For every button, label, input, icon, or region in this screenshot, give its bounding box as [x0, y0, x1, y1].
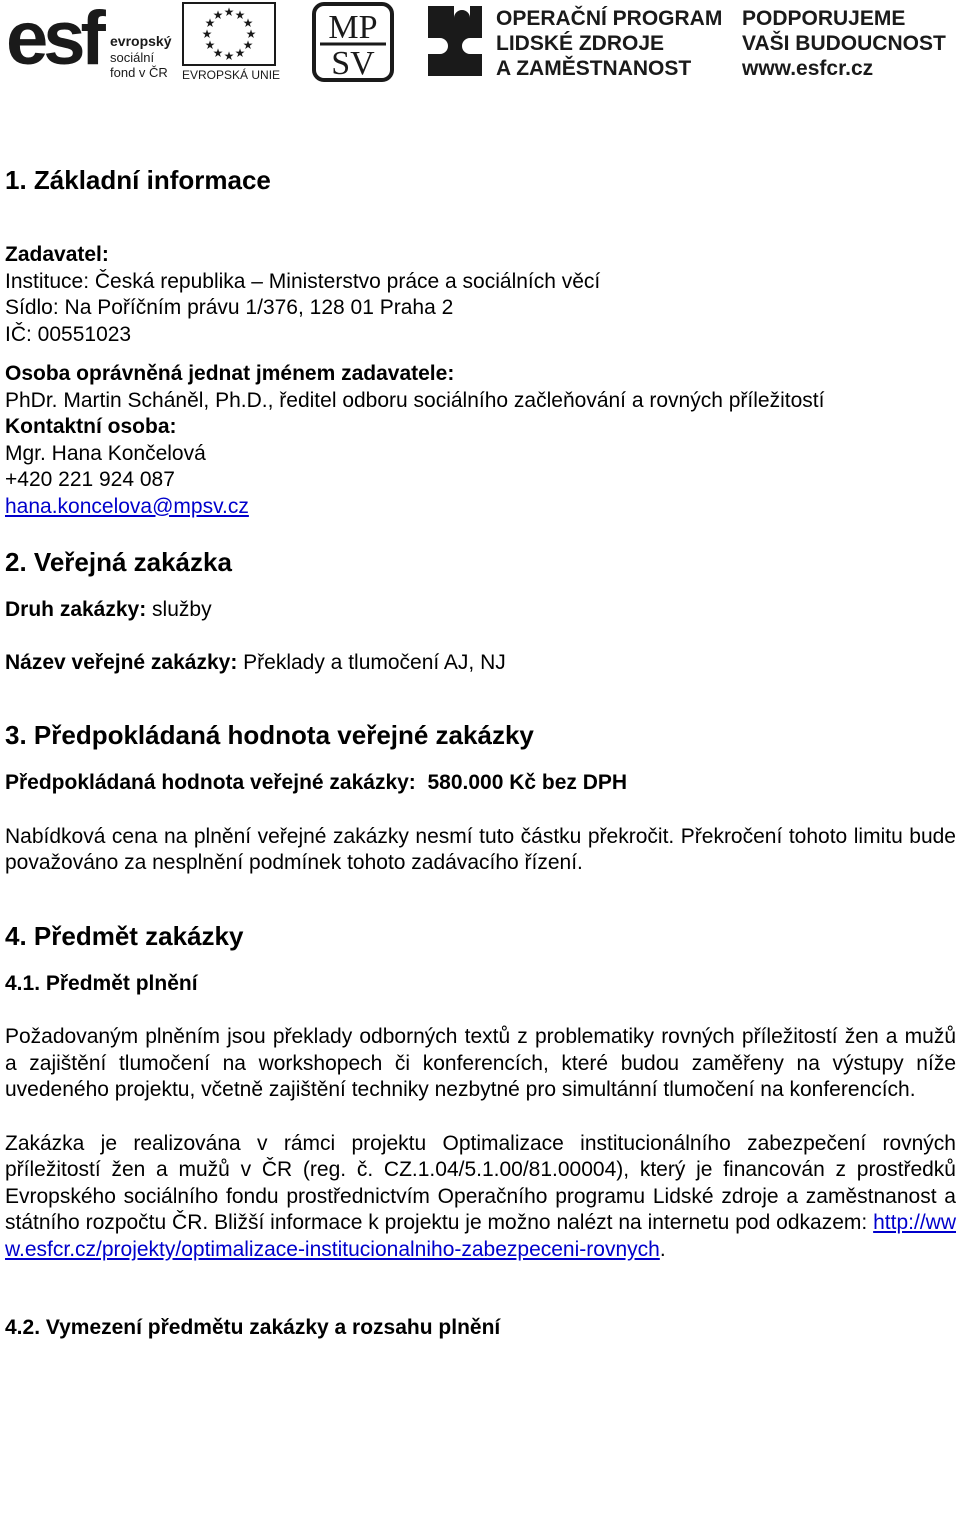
esf-small-line-2: sociální	[110, 50, 155, 65]
ic: IČ: 00551023	[5, 322, 132, 346]
osoba-label: Osoba oprávněná jednat jménem zadavatele:	[5, 362, 455, 385]
predmet-paragraph: Požadovaným plněním jsou překlady odborných textů z problematiky rovných příležitostí žen a mužů a zajištění tlumočení na workshopech či konferencích, které budou zaměřeny na výstupy níže uvedeného projektu, včetně zajištění techniky nezbytné pro simultánní tlumočení na konferencích.	[5, 1025, 956, 1101]
kontakt-label: Kontaktní osoba:	[5, 415, 177, 438]
eu-star-icon: ★	[212, 7, 224, 22]
eu-star-icon: ★	[234, 46, 246, 61]
mpsv-letters-top: MP	[328, 9, 378, 46]
mpsv-logo	[312, 2, 394, 82]
druh-label: Druh zakázky:	[5, 598, 147, 621]
eu-star-icon: ★	[242, 38, 254, 52]
projekt-text: Zakázka je realizována v rámci projektu Optimalizace institucionálního zabezpečení rovných příležitostí žen a mužů v ČR (reg. č. CZ.1.04/5.1.00/81.00004), který je financován z prostředků Evropského sociálního fondu prostřednictvím Operačního programu Lidské zdroje a zaměstnanost a státního rozpočtu ČR. Bližší informace k projektu je možno nalézt na internetu pod odkazem:	[5, 1131, 956, 1234]
op-program-text	[496, 6, 722, 81]
nazev-value: Překlady a tlumočení AJ, NJ	[237, 650, 506, 674]
eu-star-icon: ★	[223, 49, 235, 63]
hodnota-value: 580.000 Kč bez DPH	[415, 771, 628, 794]
section-2-heading: 2. Veřejná zakázka	[5, 547, 232, 577]
projekt-link[interactable]: http://www.esfcr.cz/projekty/optimalizace-institucionalniho-zabezpeceni-rovnych	[5, 1211, 956, 1261]
esf-small-line-1: evropský	[110, 33, 172, 49]
sidlo: Sídlo: Na Poříčním právu 1/376, 128 01 Praha 2	[5, 296, 454, 319]
eu-star-icon: ★	[223, 5, 235, 19]
slogan-line-2: VAŠI BUDOUCNOST	[742, 32, 946, 55]
druh-zakazky	[5, 597, 956, 624]
eu-flag-logo	[182, 2, 282, 82]
subsection-4-2-heading: 4.2. Vymezení předmětu zakázky a rozsahu plnění	[5, 1316, 501, 1339]
osoba-value: PhDr. Martin Scháněl, Ph.D., ředitel odboru sociálního začleňování a rovných příležitostí	[5, 388, 825, 412]
esf-small-line-3: fond v ČR	[110, 65, 168, 80]
mpsv-letters-bottom: SV	[331, 45, 375, 82]
kontakt-email-link[interactable]: hana.koncelova@mpsv.cz	[5, 494, 249, 518]
hodnota	[5, 770, 956, 797]
nazev-label: Název veřejné zakázky:	[5, 650, 238, 674]
op-line-1: OPERAČNÍ PROGRAM	[496, 7, 723, 30]
slogan-line-1: PODPORUJEME	[742, 7, 906, 30]
eu-star-icon: ★	[201, 27, 213, 41]
subsection-4-1-heading: 4.1. Předmět plnění	[5, 971, 198, 995]
esf-logo	[6, 2, 176, 82]
kontakt-phone: +420 221 924 087	[5, 468, 175, 491]
section-4-heading: 4. Předmět zakázky	[5, 920, 244, 951]
document-body	[5, 163, 956, 1342]
eu-star-icon: ★	[204, 38, 216, 52]
eu-star-icon: ★	[234, 7, 246, 22]
druh-value: služby	[146, 598, 212, 621]
eu-caption: EVROPSKÁ UNIE	[182, 68, 281, 82]
puzzle-icon	[424, 2, 486, 80]
projekt-paragraph	[5, 1131, 956, 1264]
kontakt-name: Mgr. Hana Končelová	[5, 441, 206, 465]
esf-letters: esf	[6, 2, 101, 81]
op-line-2: LIDSKÉ ZDROJE	[496, 32, 665, 55]
eu-star-icon: ★	[242, 16, 254, 30]
projekt-end: .	[659, 1237, 666, 1261]
instituce: Instituce: Česká republika – Ministerstvo práce a sociálních věcí	[5, 269, 601, 293]
hodnota-note: Nabídková cena na plnění veřejné zakázky nesmí tuto částku překročit. Překročení tohoto limitu bude považováno za nesplnění podmínek tohoto zadávacího řízení.	[5, 824, 956, 874]
op-line-3: A ZAMĚSTNANOST	[496, 57, 692, 80]
section-1-heading: 1. Základní informace	[5, 165, 271, 195]
slogan-url: www.esfcr.cz	[742, 57, 874, 80]
eu-star-icon: ★	[212, 46, 224, 61]
eu-star-icon: ★	[204, 16, 216, 30]
logo-header	[0, 0, 960, 90]
eu-star-icon: ★	[245, 27, 257, 41]
zadavatel-label: Zadavatel:	[5, 243, 109, 266]
hodnota-label: Předpokládaná hodnota veřejné zakázky:	[5, 771, 416, 794]
section-3-heading: 3. Předpokládaná hodnota veřejné zakázky	[5, 720, 534, 750]
nazev-zakazky	[5, 650, 956, 677]
slogan-text	[742, 6, 946, 81]
